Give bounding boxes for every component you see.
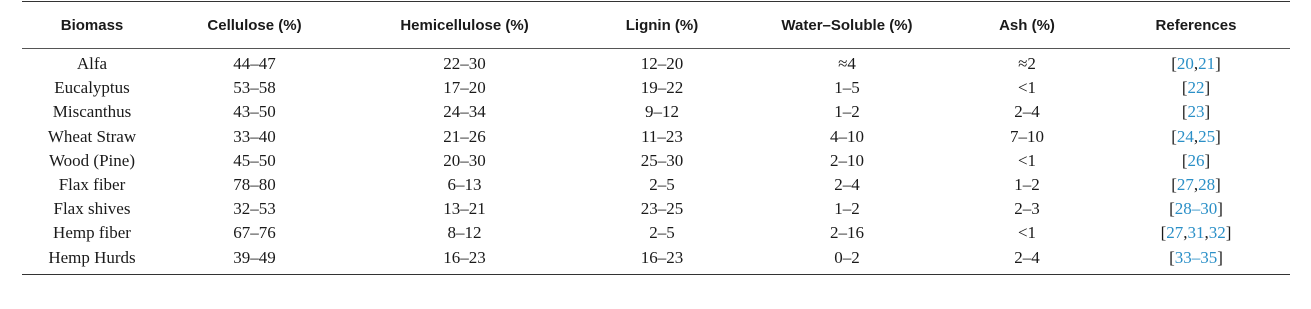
reference-link[interactable]: 25 xyxy=(1198,126,1216,146)
cell-ash: 1–2 xyxy=(1014,175,1040,195)
table-header xyxy=(22,2,1290,49)
table-row xyxy=(22,149,1290,173)
reference-link[interactable]: 24 xyxy=(1176,126,1194,146)
reference-bracket-open: [ xyxy=(1169,247,1175,267)
reference-bracket-open: [ xyxy=(1181,78,1188,98)
header-cellulose: Cellulose (%) xyxy=(162,2,347,49)
reference-bracket-open: [ xyxy=(1169,199,1175,219)
cell-water-soluble: 2–16 xyxy=(830,223,864,243)
reference-bracket-close: ] xyxy=(1204,150,1211,170)
cell-lignin: 9–12 xyxy=(645,102,679,122)
cell-water-soluble: 1–2 xyxy=(834,199,860,219)
table-row xyxy=(22,197,1290,221)
cell-hemicellulose: 21–26 xyxy=(443,126,486,146)
cell-cellulose: 33–40 xyxy=(233,126,276,146)
cell-references xyxy=(1102,197,1290,221)
cell-biomass: Hemp Hurds xyxy=(22,246,162,275)
reference-bracket-open: [ xyxy=(1181,150,1188,170)
reference-separator: , xyxy=(1204,223,1209,243)
cell-hemicellulose: 22–30 xyxy=(443,54,486,74)
table-body xyxy=(22,49,1290,275)
cell-cellulose: 43–50 xyxy=(233,102,276,122)
cell-water-soluble: 2–10 xyxy=(830,150,864,170)
reference-bracket-open: [ xyxy=(1171,175,1177,195)
cell-hemicellulose: 8–12 xyxy=(447,223,482,243)
cell-biomass: Wood (Pine) xyxy=(49,150,135,170)
cell-ash: 2–3 xyxy=(1014,199,1040,219)
reference-link[interactable]: 27 xyxy=(1176,175,1194,195)
table-row xyxy=(22,100,1290,124)
table-row xyxy=(22,76,1290,100)
cell-water-soluble: ≈4 xyxy=(838,54,856,74)
cell-ash: ≈2 xyxy=(1018,54,1036,74)
reference-link[interactable]: 21 xyxy=(1198,54,1216,74)
reference-link[interactable]: 27 xyxy=(1166,223,1184,243)
reference-bracket-open: [ xyxy=(1171,54,1177,74)
cell-lignin: 2–5 xyxy=(649,175,675,195)
cell-lignin: 23–25 xyxy=(640,199,684,219)
cell-water-soluble: 0–2 xyxy=(742,246,952,275)
reference-link[interactable]: 33–35 xyxy=(1174,247,1218,267)
reference-bracket-close: ] xyxy=(1217,247,1223,267)
reference-bracket-close: ] xyxy=(1204,78,1211,98)
reference-bracket-close: ] xyxy=(1215,126,1221,146)
cell-hemicellulose: 17–20 xyxy=(443,78,486,98)
header-biomass: Biomass xyxy=(22,2,162,49)
biomass-composition-table xyxy=(22,1,1290,275)
cell-lignin: 2–5 xyxy=(649,223,675,243)
cell-lignin: 16–23 xyxy=(582,246,742,275)
cell-references xyxy=(1102,221,1290,245)
reference-link[interactable]: 28–30 xyxy=(1174,199,1218,219)
cell-biomass: Flax fiber xyxy=(58,175,126,195)
cell-lignin: 19–22 xyxy=(640,78,684,98)
cell-ash: 2–4 xyxy=(1014,102,1040,122)
table-row xyxy=(22,246,1290,275)
reference-bracket-close: ] xyxy=(1204,102,1211,122)
header-ash: Ash (%) xyxy=(952,2,1102,49)
table-row xyxy=(22,125,1290,149)
header-lignin: Lignin (%) xyxy=(582,2,742,49)
cell-hemicellulose: 16–23 xyxy=(347,246,582,275)
reference-bracket-close: ] xyxy=(1225,223,1232,243)
cell-cellulose: 53–58 xyxy=(233,78,276,98)
cell-references xyxy=(1102,76,1290,100)
cell-cellulose: 45–50 xyxy=(233,150,276,170)
cell-references xyxy=(1102,100,1290,124)
reference-bracket-open: [ xyxy=(1171,126,1177,146)
reference-bracket-close: ] xyxy=(1215,54,1221,74)
header-references: References xyxy=(1102,2,1290,49)
cell-references xyxy=(1102,125,1290,149)
reference-bracket-open: [ xyxy=(1160,223,1167,243)
cell-references xyxy=(1102,49,1290,77)
header-water-soluble: Water–Soluble (%) xyxy=(742,2,952,49)
cell-water-soluble: 2–4 xyxy=(834,175,860,195)
cell-cellulose: 32–53 xyxy=(233,199,276,219)
reference-separator: , xyxy=(1183,223,1188,243)
header-row xyxy=(22,2,1290,49)
reference-link[interactable]: 20 xyxy=(1176,54,1194,74)
cell-lignin: 12–20 xyxy=(640,54,684,74)
cell-hemicellulose: 13–21 xyxy=(443,199,486,219)
table-row xyxy=(22,221,1290,245)
cell-cellulose: 78–80 xyxy=(233,175,276,195)
table-row xyxy=(22,49,1290,77)
cell-cellulose: 39–49 xyxy=(162,246,347,275)
cell-ash: 7–10 xyxy=(1010,126,1044,146)
cell-hemicellulose: 24–34 xyxy=(443,102,486,122)
cell-ash: 2–4 xyxy=(952,246,1102,275)
reference-link[interactable]: 28 xyxy=(1198,175,1216,195)
cell-biomass: Flax shives xyxy=(53,199,131,219)
cell-lignin: 25–30 xyxy=(640,150,684,170)
cell-biomass: Wheat Straw xyxy=(47,126,137,146)
reference-bracket-close: ] xyxy=(1217,199,1223,219)
cell-biomass: Miscanthus xyxy=(52,102,132,122)
cell-cellulose: 67–76 xyxy=(233,223,276,243)
reference-separator: , xyxy=(1193,126,1199,146)
cell-references xyxy=(1102,149,1290,173)
reference-link[interactable]: 26 xyxy=(1187,150,1205,170)
reference-link[interactable]: 31 xyxy=(1187,223,1205,243)
cell-biomass: Alfa xyxy=(76,54,108,74)
reference-separator: , xyxy=(1193,54,1199,74)
header-hemicellulose: Hemicellulose (%) xyxy=(347,2,582,49)
cell-hemicellulose: 6–13 xyxy=(447,175,482,195)
cell-references xyxy=(1102,173,1290,197)
cell-cellulose: 44–47 xyxy=(233,54,276,74)
cell-biomass: Eucalyptus xyxy=(54,78,130,98)
cell-hemicellulose: 20–30 xyxy=(443,150,486,170)
cell-water-soluble: 4–10 xyxy=(830,126,864,146)
cell-water-soluble: 1–5 xyxy=(834,78,860,98)
reference-separator: , xyxy=(1193,175,1199,195)
reference-link[interactable]: 22 xyxy=(1187,78,1205,98)
table-row xyxy=(22,173,1290,197)
reference-bracket-open: [ xyxy=(1181,102,1188,122)
cell-biomass: Hemp fiber xyxy=(53,223,131,243)
cell-ash: <1 xyxy=(1017,223,1037,243)
reference-link[interactable]: 23 xyxy=(1187,102,1205,122)
cell-water-soluble: 1–2 xyxy=(834,102,860,122)
reference-bracket-close: ] xyxy=(1215,175,1221,195)
cell-lignin: 11–23 xyxy=(641,126,683,146)
cell-ash: <1 xyxy=(1017,150,1037,170)
cell-references xyxy=(1102,246,1290,275)
reference-link[interactable]: 32 xyxy=(1208,223,1226,243)
cell-ash: <1 xyxy=(1017,78,1037,98)
